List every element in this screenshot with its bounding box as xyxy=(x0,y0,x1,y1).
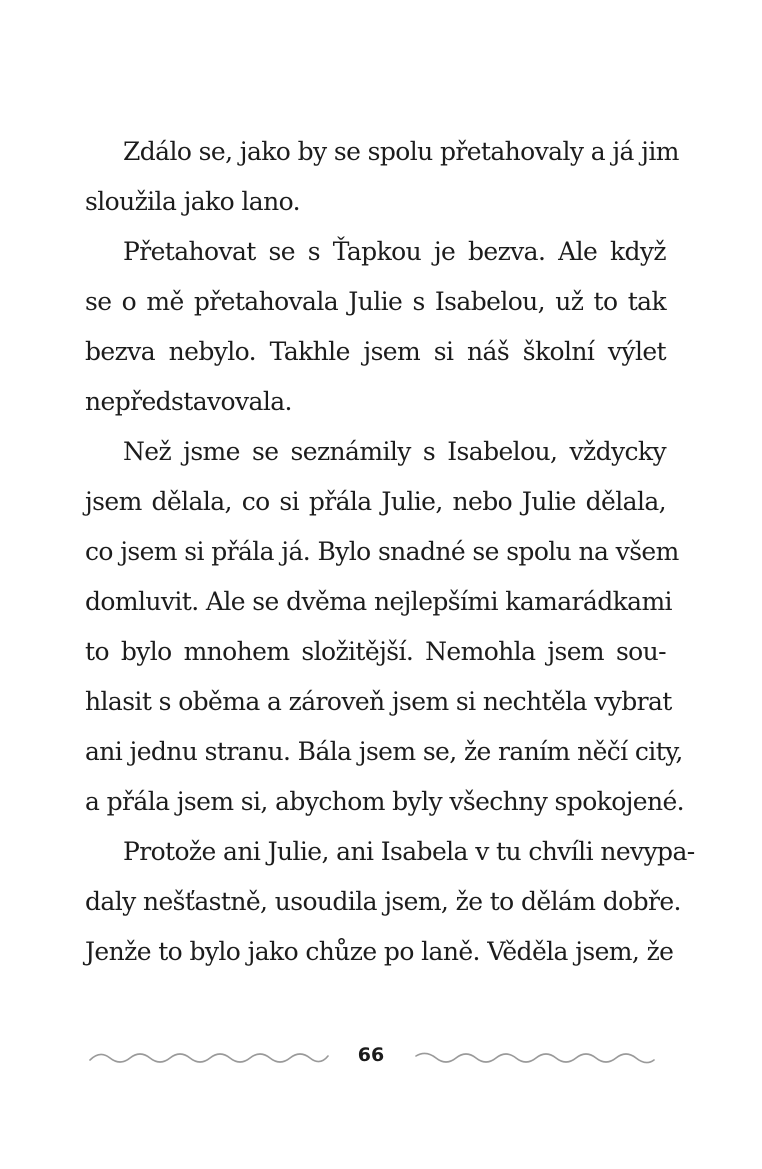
text-line: se o mě přetahovala Julie s Isabelou, už to tak xyxy=(85,287,666,316)
body-text xyxy=(85,127,695,977)
text-line: co jsem si přála já. Bylo snadné se spolu na všem xyxy=(85,537,679,566)
text-line: Jenže to bylo jako chůze po laně. Věděla jsem, že xyxy=(85,937,674,966)
text-line: Přetahovat se s Ťapkou je bezva. Ale když xyxy=(123,237,666,266)
text-line: bezva nebylo. Takhle jsem si náš školní výlet xyxy=(85,337,666,366)
text-line: nepředstavovala. xyxy=(85,387,292,416)
paragraph xyxy=(85,827,695,977)
text-line: Zdálo se, jako by se spolu přetahovaly a já jim xyxy=(123,137,679,166)
page-footer xyxy=(0,1038,762,1074)
text-line: Než jsme se seznámily s Isabelou, vždycky xyxy=(123,437,666,466)
text-line: ani jednu stranu. Bála jsem se, že raním něčí city, xyxy=(85,737,683,766)
text-line: sloužila jako lano. xyxy=(85,187,300,216)
paragraph xyxy=(85,127,679,227)
text-line: to bylo mnohem složitější. Nemohla jsem sou- xyxy=(85,637,666,666)
text-line: Protože ani Julie, ani Isabela v tu chvíli nevypa- xyxy=(123,837,695,866)
right-wave-ornament-icon xyxy=(414,1046,656,1066)
text-line: domluvit. Ale se dvěma nejlepšími kamarádkami xyxy=(85,587,672,616)
paragraph xyxy=(85,227,666,427)
paragraph xyxy=(85,427,685,827)
text-line: daly nešťastně, usoudila jsem, že to dělám dobře. xyxy=(85,887,681,916)
left-wave-ornament-icon xyxy=(88,1046,330,1066)
page-number: 66 xyxy=(357,1044,385,1066)
text-line: a přála jsem si, abychom byly všechny spokojené. xyxy=(85,787,685,816)
text-line: jsem dělala, co si přála Julie, nebo Julie dělala, xyxy=(85,487,666,516)
text-line: hlasit s oběma a zároveň jsem si nechtěla vybrat xyxy=(85,687,672,716)
